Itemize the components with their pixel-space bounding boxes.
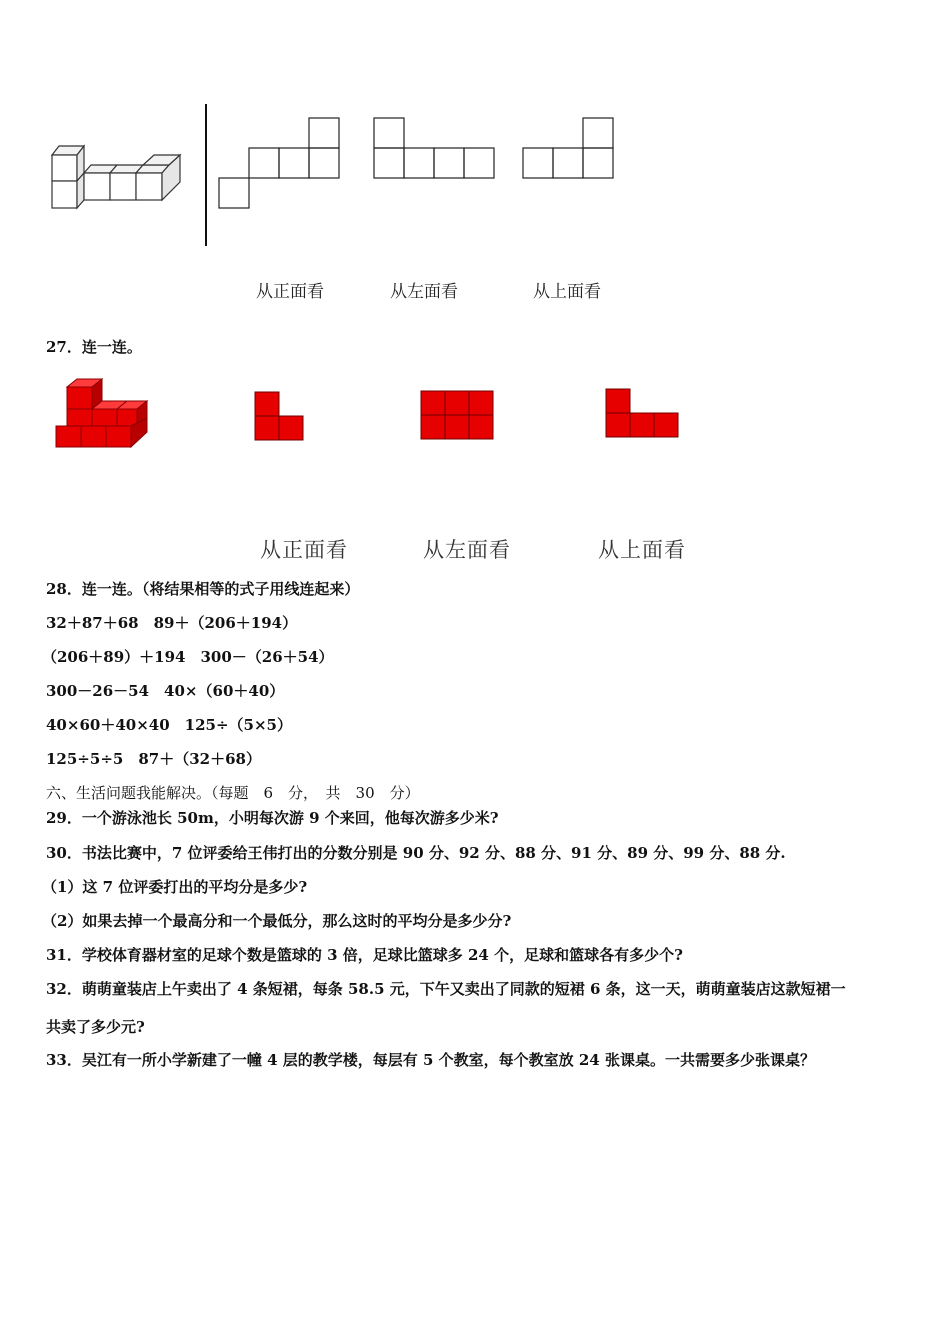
q27-title: 27．连一连。 bbox=[46, 338, 142, 356]
q32-line2: 共卖了多少元? bbox=[46, 1018, 145, 1036]
q30-sub1: （1）这 7 位评委打出的平均分是多少? bbox=[42, 878, 308, 896]
q32-line1: 32．萌萌童装店上午卖出了 4 条短裙，每条 58.5 元，下午又卖出了同款的短裙 6 条，这一天，萌萌童装店这款短裙一 bbox=[46, 980, 846, 998]
red-cube-figure bbox=[0, 0, 950, 480]
q30-sub2: （2）如果去掉一个最高分和一个最低分，那么这时的平均分是多少分? bbox=[42, 912, 512, 930]
view-label-left: 从左面看 bbox=[390, 282, 458, 302]
q33-text: 33．吴江有一所小学新建了一幢 4 层的教学楼，每层有 5 个教室，每个教室放 24 张课桌。一共需要多少张课桌？ bbox=[46, 1051, 815, 1069]
q31-text: 31．学校体育器材室的足球个数是篮球的 3 倍，足球比篮球多 24 个，足球和篮球各有多少个? bbox=[46, 946, 683, 964]
view-label-top: 从上面看 bbox=[533, 282, 601, 302]
q28-row-4: 40×60＋40×40 125÷（5×5） bbox=[46, 716, 292, 734]
red-view-1 bbox=[255, 392, 303, 440]
red-view-2 bbox=[421, 391, 493, 439]
q28-row-1: 32＋87＋68 89＋（206＋194） bbox=[46, 614, 298, 632]
q30-stem: 30．书法比赛中，7 位评委给王伟打出的分数分别是 90 分、92 分、88 分、91 分、89 分、99 分、88 分. bbox=[46, 844, 786, 862]
view2-label-top: 从上面看 bbox=[598, 538, 686, 562]
q28-title: 28．连一连。（将结果相等的式子用线连起来） bbox=[46, 580, 360, 598]
q28-row-5: 125÷5÷5 87＋（32＋68） bbox=[46, 750, 261, 768]
q28-row-3: 300－26－54 40×（60＋40） bbox=[46, 682, 285, 700]
red-cube-solid bbox=[56, 379, 147, 447]
q28-row-2: （206＋89）＋194 300－（26＋54） bbox=[42, 648, 334, 666]
section6-title: 六、生活问题我能解决。（每题 6 分， 共 30 分） bbox=[46, 784, 420, 802]
red-view-3 bbox=[606, 389, 678, 437]
view-label-front: 从正面看 bbox=[256, 282, 324, 302]
q29-text: 29．一个游泳池长 50m，小明每次游 9 个来回，他每次游多少米? bbox=[46, 809, 499, 827]
view2-label-left: 从左面看 bbox=[423, 538, 511, 562]
view2-label-front: 从正面看 bbox=[260, 538, 348, 562]
